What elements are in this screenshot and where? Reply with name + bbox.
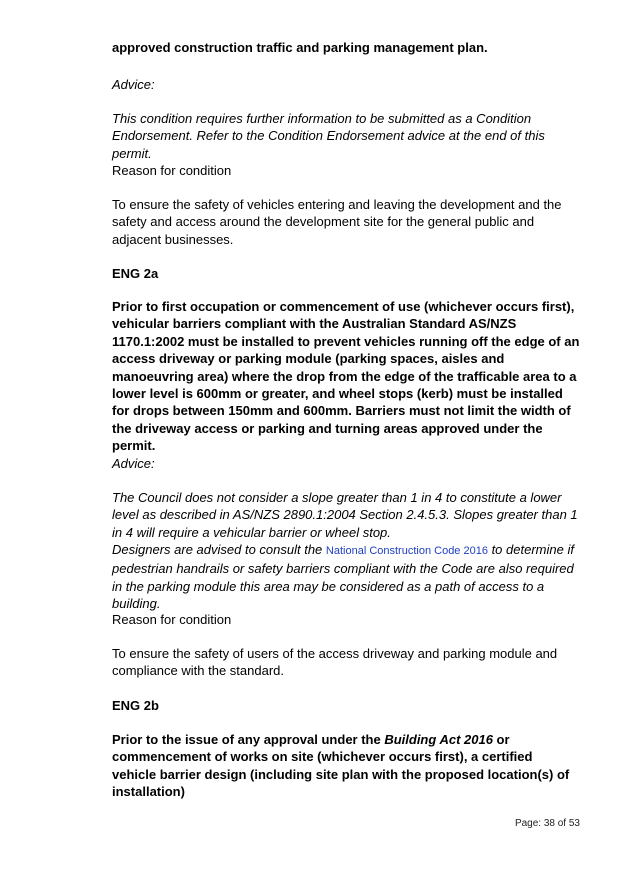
advice-text: The Council does not consider a slope greater than 1 in 4 to constitute a lower level as described in AS/NZS 2890.1:2004 Section 2.4.5.3. Slopes greater than 1 in 4 will require a vehicular barrier or wheel stop. xyxy=(112,490,578,540)
advice-text-link-paragraph xyxy=(112,541,580,613)
advice-text-post: to determine if pedestrian handrails or safety barriers compliant with the Code are also required in the parking module this area may be considered as a path of access to a building. xyxy=(112,542,574,612)
ncc-link[interactable]: National Construction Code 2016 xyxy=(325,545,488,557)
eng-2b-heading: ENG 2b xyxy=(112,698,159,713)
reason-label: Reason for condition xyxy=(112,612,232,627)
eng-2b-condition xyxy=(112,731,580,801)
eng-2b-pre: Prior to the issue of any approval under the xyxy=(112,732,385,747)
advice-label: Advice: xyxy=(112,77,155,92)
building-act-title: Building Act 2016 xyxy=(384,732,493,747)
reason-text: To ensure the safety of users of the access driveway and parking module and compliance with the standard. xyxy=(112,646,558,679)
eng-2a-condition: Prior to first occupation or commencement of use (whichever occurs first), vehicular barriers compliant with the Australian Standard AS/NZS 1170.1:2002 must be installed to prevent vehicles running off the edge of an access driveway or parking module (parking spaces, aisles and manoeuvring area) where the drop from the edge of the trafficable area to a lower level is 600mm or greater, and wheel stops (kerb) must be installed for drops between 150mm and 600mm. Barriers must not limit the width of the driveway access or parking and turning areas approved under the permit. xyxy=(112,299,580,454)
eng-2a-heading: ENG 2a xyxy=(112,266,159,281)
advice-text: This condition requires further information to be submitted as a Condition Endorsement. Refer to the Condition Endorsement advice at the end of this permit. xyxy=(112,111,545,161)
reason-text: To ensure the safety of vehicles entering and leaving the development and the safety and access around the development site for the general public and adjacent businesses. xyxy=(112,197,562,247)
reason-label: Reason for condition xyxy=(112,163,232,178)
advice-label: Advice: xyxy=(112,456,155,471)
continued-condition-text: approved construction traffic and parking management plan. xyxy=(112,40,488,55)
advice-text-pre: Designers are advised to consult the xyxy=(112,542,326,557)
eng-2b-post: or commencement of works on site (whichever occurs first), a certified vehicle barrier design (including site plan with the proposed location(s) of installation) xyxy=(112,732,570,800)
page-number: Page: 38 of 53 xyxy=(514,818,580,829)
